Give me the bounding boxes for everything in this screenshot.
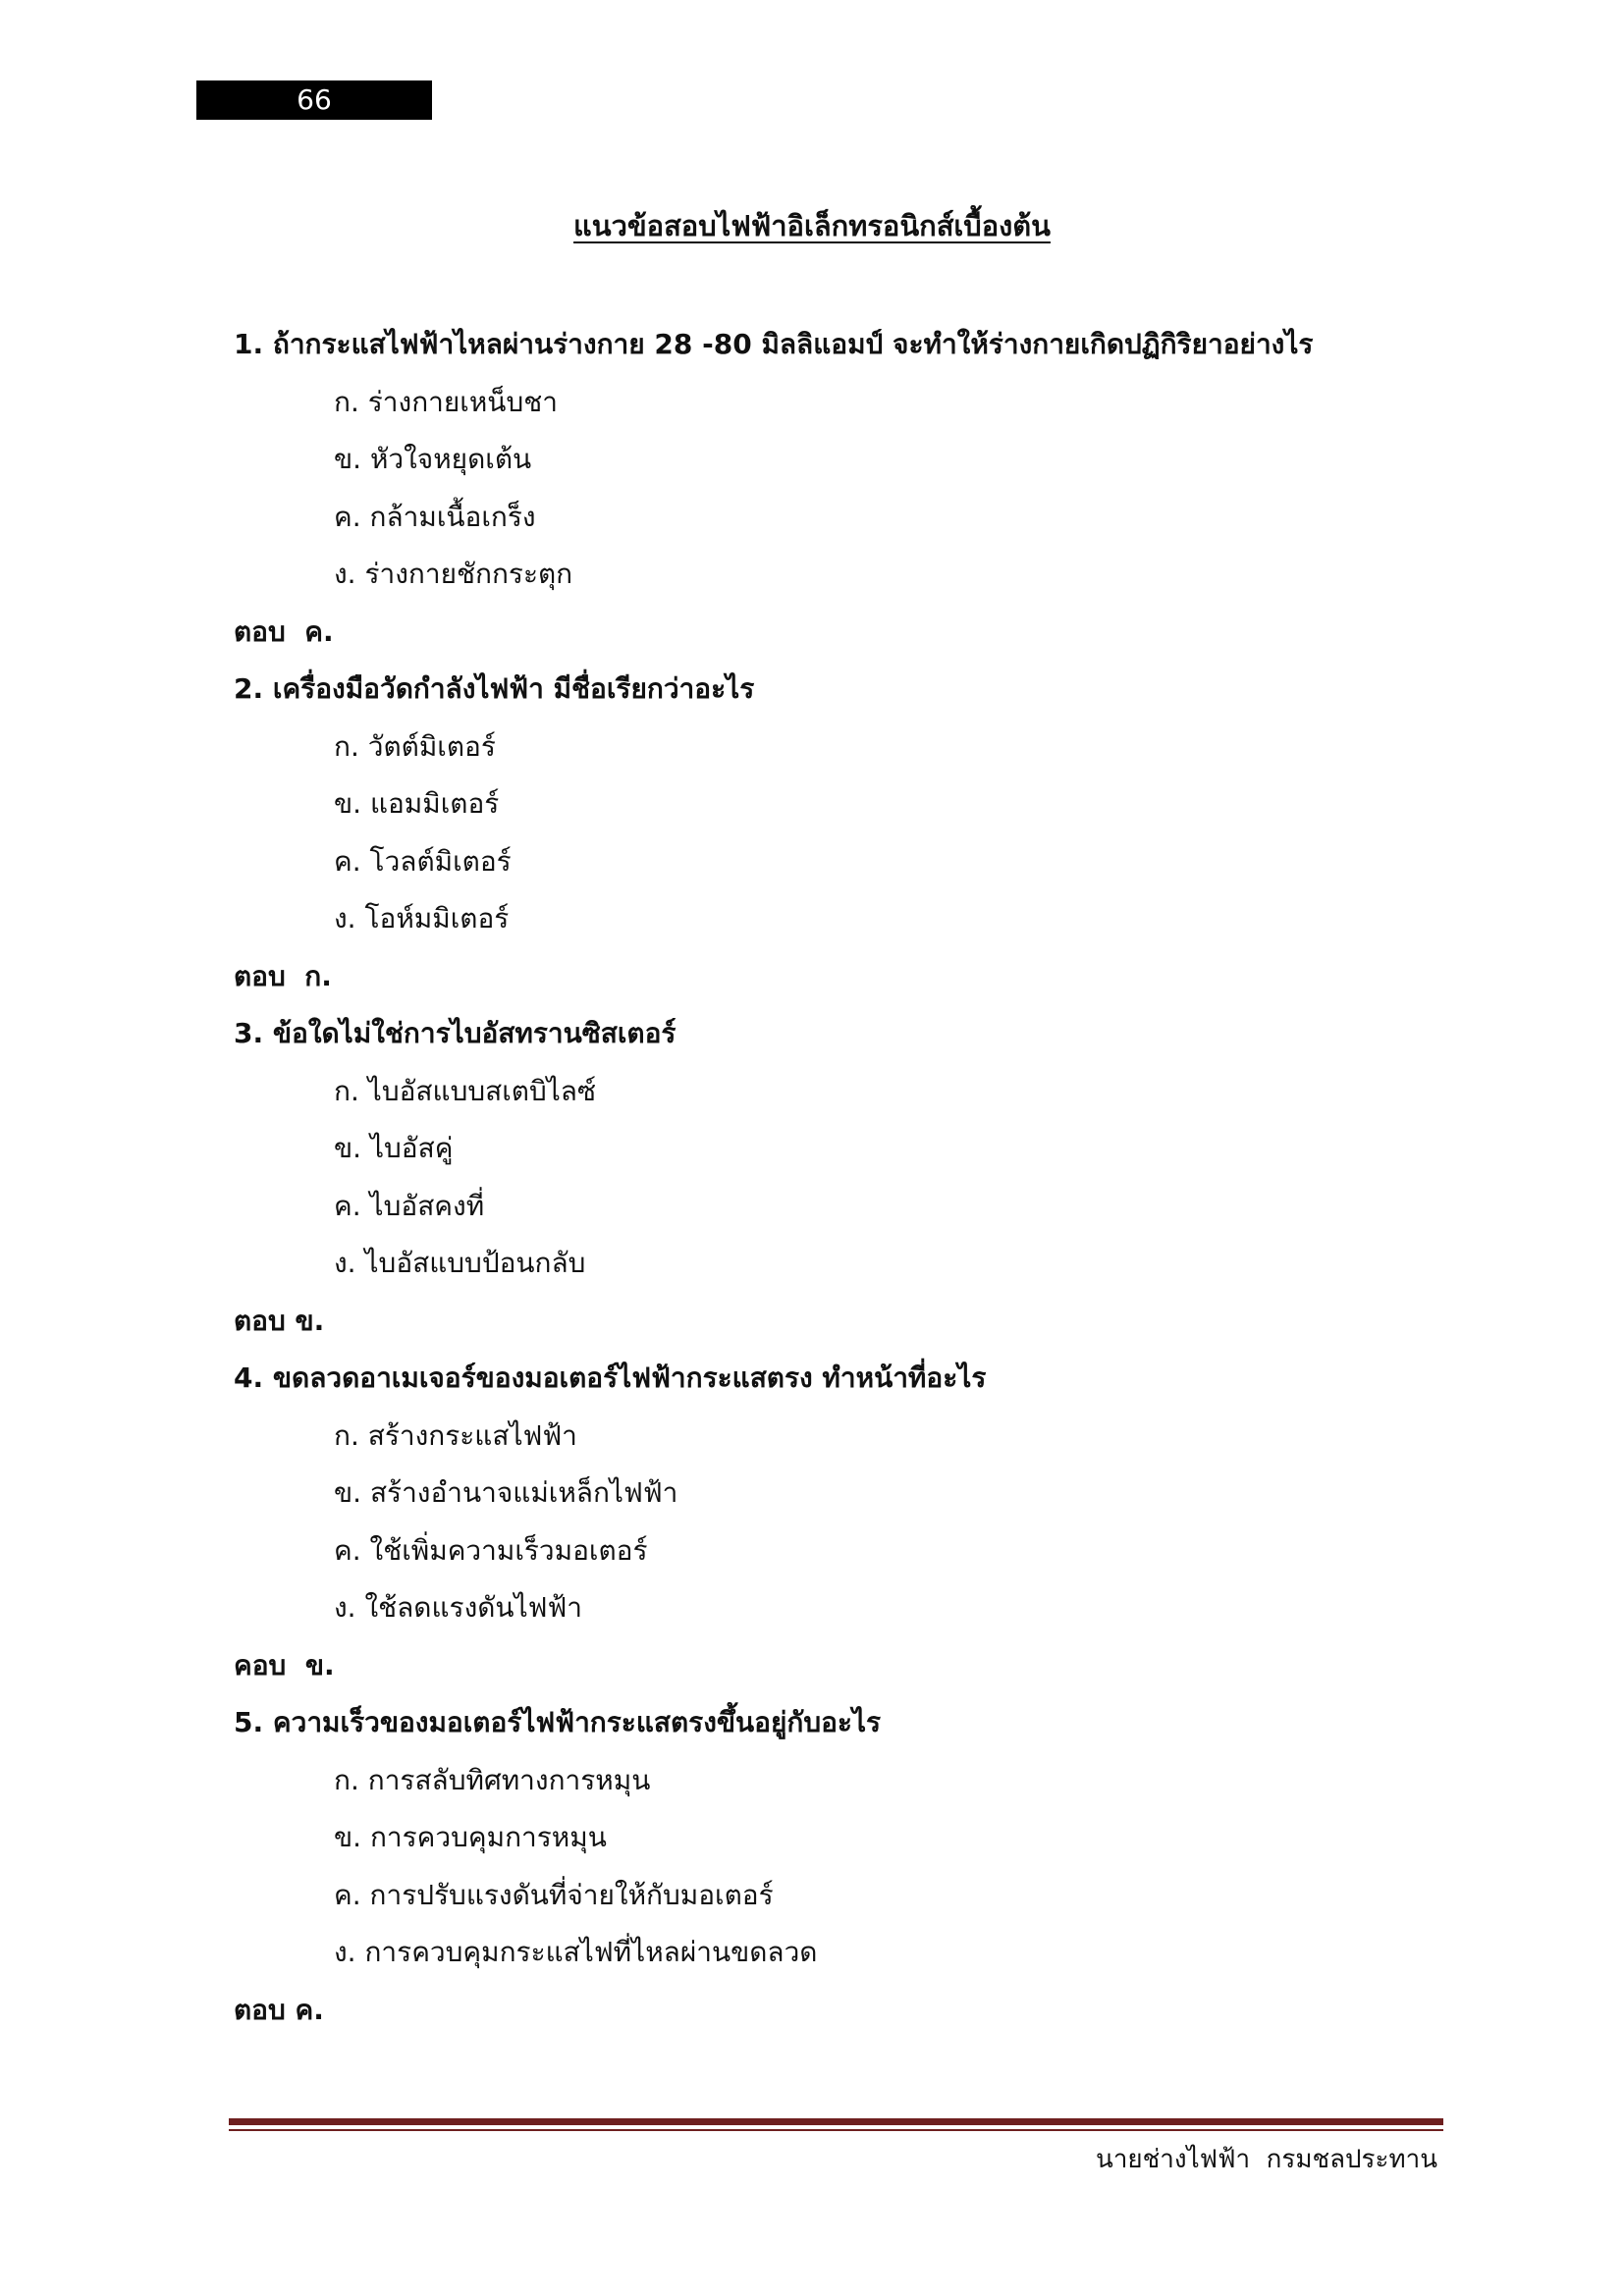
question-5 xyxy=(234,1694,1451,2039)
option-ko: ก. วัตต์มิเตอร์ xyxy=(334,729,496,763)
option-kho: ข. ไบอัสคู่ xyxy=(334,1132,454,1164)
option-kho-khwai: ค. โวลต์มิเตอร์ xyxy=(334,844,512,878)
question-text: 2. เครื่องมือวัดกำลังไฟฟ้า มีชื่อเรียกว่าอะไร xyxy=(234,672,755,705)
option-ngo: ง. การควบคุมกระแสไฟที่ไหลผ่านขดลวด xyxy=(334,1936,818,1968)
footer-text: นายช่างไฟฟ้า กรมชลประทาน xyxy=(1096,2145,1437,2174)
answer: ตอบ ค. xyxy=(234,614,334,648)
option-ngo: ง. ร่างกายชักกระตุก xyxy=(334,558,573,590)
answer: คอบ ข. xyxy=(234,1648,335,1682)
option-kho-khwai: ค. ไบอัสคงที่ xyxy=(334,1189,485,1222)
question-2 xyxy=(234,661,1451,1005)
option-ngo: ง. ไบอัสแบบป้อนกลับ xyxy=(334,1247,586,1279)
option-kho: ข. การควบคุมการหมุน xyxy=(334,1821,607,1853)
page-number: 66 xyxy=(196,80,432,120)
footer-divider-thin xyxy=(229,2129,1443,2131)
document-title: แนวข้อสอบไฟฟ้าอิเล็กทรอนิกส์เบื้องต้น xyxy=(573,209,1051,242)
answer: ตอบ ข. xyxy=(234,1304,325,1337)
option-ngo: ง. ใช้ลดแรงดันไฟฟ้า xyxy=(334,1591,583,1624)
question-4 xyxy=(234,1350,1451,1694)
answer: ตอบ ค. xyxy=(234,1993,324,2026)
answer: ตอบ ก. xyxy=(234,959,332,992)
option-kho: ข. สร้างอำนาจแม่เหล็กไฟฟ้า xyxy=(334,1476,678,1509)
option-ngo: ง. โอห์มมิเตอร์ xyxy=(334,902,510,934)
question-3 xyxy=(234,1005,1451,1350)
question-list xyxy=(234,316,1451,2039)
footer-divider-thick xyxy=(229,2118,1443,2125)
question-1 xyxy=(234,316,1451,661)
option-kho: ข. แอมมิเตอร์ xyxy=(334,787,500,820)
option-ko: ก. ไบอัสแบบสเตบิไลซ์ xyxy=(334,1074,596,1107)
question-text: 3. ข้อใดไม่ใช่การไบอัสทรานซิสเตอร์ xyxy=(234,1017,677,1049)
question-text: 1. ถ้ากระแสไฟฟ้าไหลผ่านร่างกาย 28 -80 มิลลิแอมป์ จะทำให้ร่างกายเกิดปฏิกิริยาอย่างไร xyxy=(234,328,1314,360)
option-kho-khwai: ค. กล้ามเนื้อเกร็ง xyxy=(334,500,536,533)
option-kho-khwai: ค. ใช้เพิ่มความเร็วมอเตอร์ xyxy=(334,1533,648,1567)
option-ko: ก. ร่างกายเหน็บชา xyxy=(334,385,558,418)
question-text: 5. ความเร็วของมอเตอร์ไฟฟ้ากระแสตรงขึ้นอยู่กับอะไร xyxy=(234,1706,882,1738)
option-ko: ก. สร้างกระแสไฟฟ้า xyxy=(334,1418,577,1452)
question-text: 4. ขดลวดอาเมเจอร์ของมอเตอร์ไฟฟ้ากระแสตรง ทำหน้าที่อะไร xyxy=(234,1362,987,1394)
option-ko: ก. การสลับทิศทางการหมุน xyxy=(334,1763,651,1796)
option-kho: ข. หัวใจหยุดเต้น xyxy=(334,443,532,475)
option-kho-khwai: ค. การปรับแรงดันที่จ่ายให้กับมอเตอร์ xyxy=(334,1878,774,1911)
